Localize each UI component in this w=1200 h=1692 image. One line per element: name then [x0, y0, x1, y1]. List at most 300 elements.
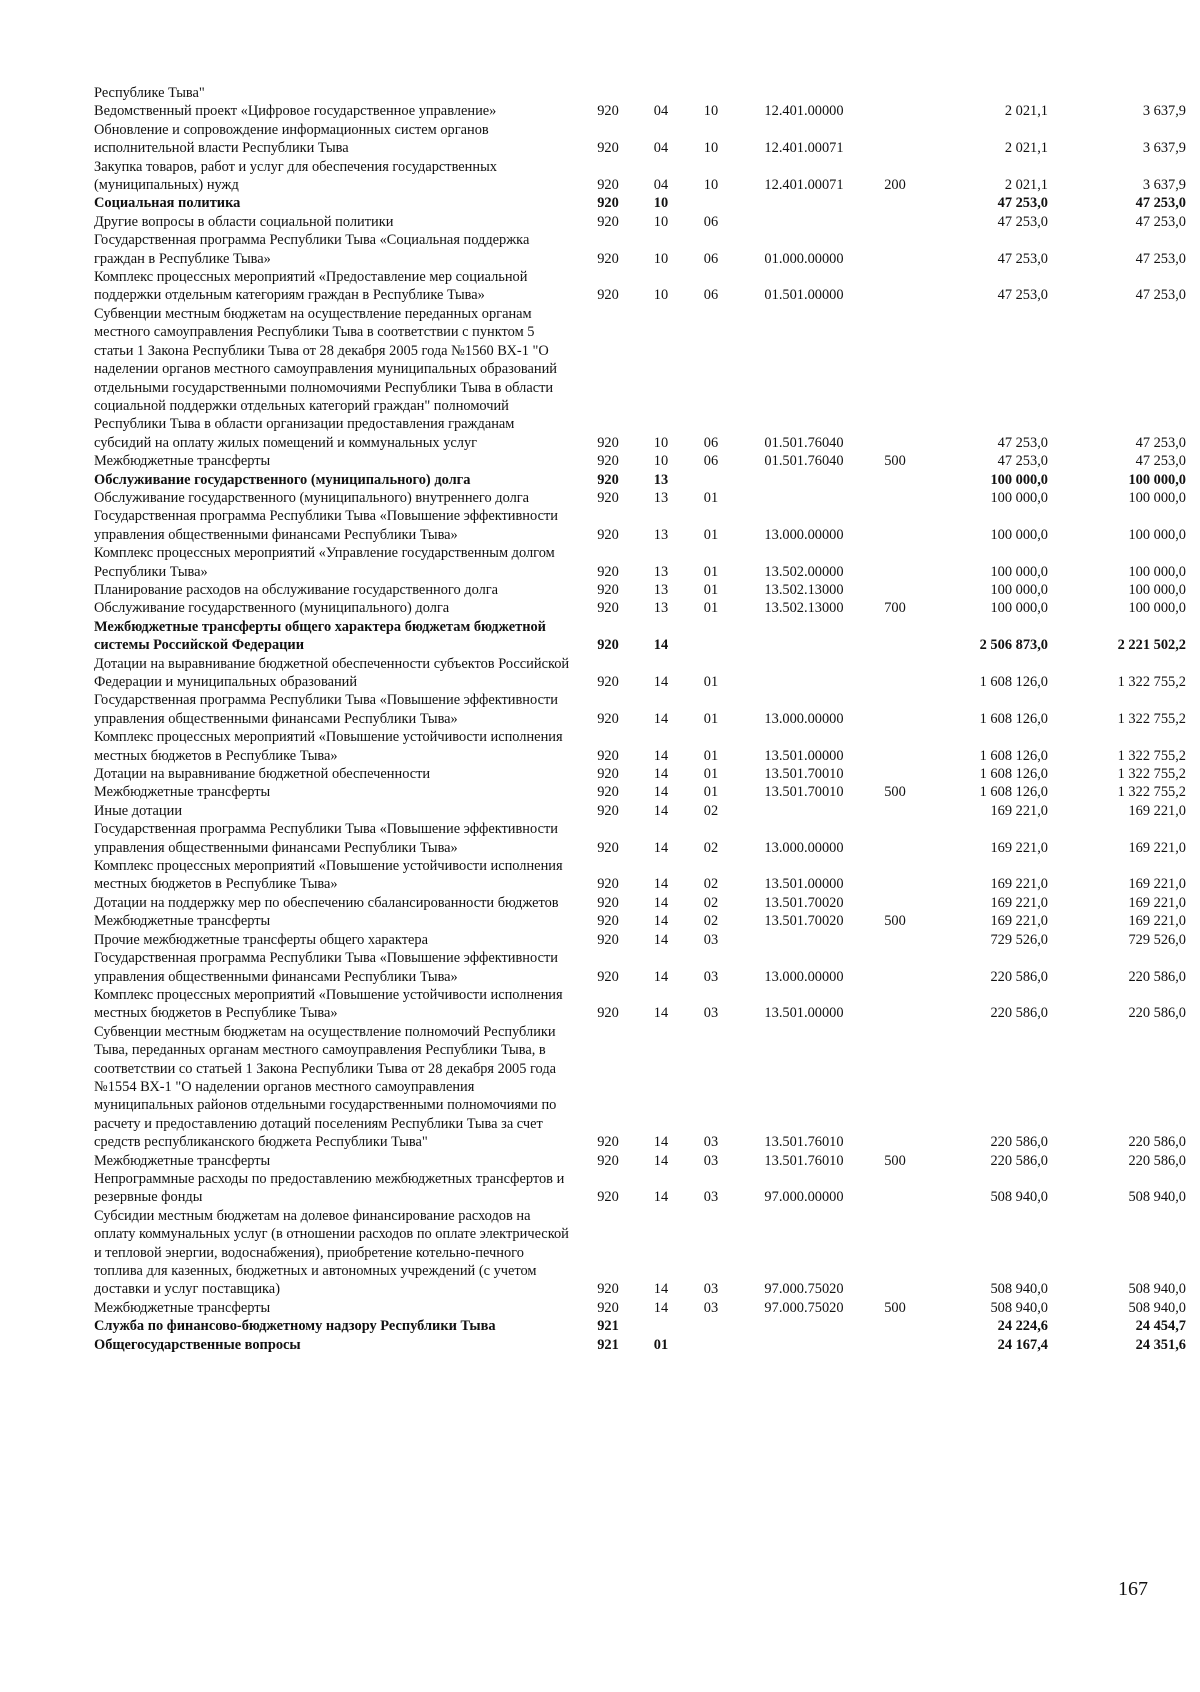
amount-year1-cell: 47 253,0 — [997, 287, 1048, 304]
target-article-cell: 13.501.70020 — [764, 894, 844, 911]
section-code-cell: 14 — [653, 1299, 669, 1316]
amount-year1-cell: 1 608 126,0 — [979, 710, 1048, 727]
table-row — [94, 949, 1194, 986]
amount-year2-cell: 1 322 755,2 — [1117, 784, 1186, 801]
subsection-code-cell — [686, 1336, 736, 1354]
amount-year1-cell: 508 940,0 — [990, 1299, 1048, 1316]
amount-year1-cell: 100 000,0 — [990, 563, 1048, 580]
amount-year1-cell: 1 608 126,0 — [979, 784, 1048, 801]
expense-type-cell: 500 — [884, 453, 906, 470]
section-code-cell: 04 — [653, 140, 669, 157]
subsection-code-cell: 02 — [703, 894, 719, 911]
section-code-cell: 10 — [653, 250, 669, 267]
expense-type-cell — [872, 102, 918, 120]
department-code-cell: 920 — [597, 287, 619, 304]
section-code-cell: 04 — [653, 177, 669, 194]
expense-type-cell — [872, 949, 918, 986]
amount-year1-cell: 47 253,0 — [997, 195, 1048, 212]
subsection-code-cell — [686, 84, 736, 102]
expense-name-cell: Межбюджетные трансферты общего характера бюджетам бюджетной системы Российской Федерации — [94, 618, 546, 654]
amount-year2-cell: 47 253,0 — [1135, 250, 1186, 267]
target-article-cell: 13.502.00000 — [764, 563, 844, 580]
amount-year1-cell: 100 000,0 — [990, 489, 1048, 506]
table-row — [94, 1170, 1194, 1207]
target-article-cell — [736, 802, 872, 820]
target-article-cell: 12.401.00071 — [764, 177, 844, 194]
expense-type-cell — [872, 802, 918, 820]
table-row — [94, 544, 1194, 581]
section-code-cell: 14 — [653, 839, 669, 856]
amount-year2-cell: 169 221,0 — [1128, 913, 1186, 930]
amount-year2-cell: 220 586,0 — [1128, 1134, 1186, 1151]
table-row — [94, 581, 1194, 599]
expense-name-cell: Социальная политика — [94, 195, 241, 212]
table-row — [94, 102, 1194, 120]
amount-year2-cell: 220 586,0 — [1128, 968, 1186, 985]
section-code-cell: 14 — [653, 784, 669, 801]
subsection-code-cell: 01 — [703, 747, 719, 764]
expense-type-cell — [872, 728, 918, 765]
amount-year2-cell: 47 253,0 — [1135, 434, 1186, 451]
section-code-cell: 10 — [653, 195, 669, 212]
target-article-cell: 01.501.00000 — [764, 287, 844, 304]
department-code-cell: 920 — [597, 802, 619, 819]
expense-name-cell: Государственная программа Республики Тыва «Повышение эффективности управления общественными финансами Республики Тыва» — [94, 692, 558, 727]
subsection-code-cell: 02 — [703, 876, 719, 893]
subsection-code-cell: 03 — [703, 931, 719, 948]
department-code-cell: 920 — [597, 913, 619, 930]
department-code-cell: 920 — [597, 784, 619, 801]
expense-type-cell — [872, 1207, 918, 1299]
budget-table-body — [94, 84, 1194, 1354]
expense-name-cell: Обслуживание государственного (муниципального) долга — [94, 600, 450, 617]
subsection-code-cell: 01 — [703, 563, 719, 580]
amount-year2-cell: 100 000,0 — [1128, 563, 1186, 580]
subsection-code-cell: 01 — [703, 784, 719, 801]
subsection-code-cell: 06 — [703, 213, 719, 230]
expense-name-cell: Субсидии местным бюджетам на долевое финансирование расходов на оплату коммунальных услуг (в отношении расходов по оплате электрической и тепловой энергии, водоснабжения), приобретение котельно-печного топлива для казенных, бюджетных и автономных учреждений (с учетом доставки и услуг поставщика) — [94, 1207, 569, 1298]
subsection-code-cell — [686, 618, 736, 655]
target-article-cell — [736, 618, 872, 655]
expense-name-cell: Комплекс процессных мероприятий «Повышение устойчивости исполнения местных бюджетов в Республике Тыва» — [94, 858, 563, 893]
amount-year2-cell — [1056, 84, 1194, 102]
expense-name-cell: Общегосударственные вопросы — [94, 1336, 301, 1353]
department-code-cell: 920 — [597, 710, 619, 727]
target-article-cell: 13.501.70020 — [764, 913, 844, 930]
expense-type-cell — [872, 544, 918, 581]
amount-year1-cell: 508 940,0 — [990, 1189, 1048, 1206]
section-code-cell — [636, 84, 686, 102]
amount-year1-cell: 100 000,0 — [990, 581, 1048, 598]
amount-year1-cell: 100 000,0 — [990, 471, 1048, 488]
target-article-cell — [736, 931, 872, 949]
target-article-cell: 13.000.00000 — [764, 968, 844, 985]
section-code-cell: 10 — [653, 287, 669, 304]
target-article-cell: 13.501.76010 — [764, 1152, 844, 1169]
amount-year1-cell: 47 253,0 — [997, 434, 1048, 451]
amount-year2-cell: 1 322 755,2 — [1117, 766, 1186, 783]
subsection-code-cell: 10 — [703, 103, 719, 120]
department-code-cell: 920 — [597, 563, 619, 580]
subsection-code-cell: 02 — [703, 839, 719, 856]
amount-year1-cell: 24 224,6 — [997, 1318, 1048, 1335]
table-row — [94, 691, 1194, 728]
expense-name-cell: Государственная программа Республики Тыва «Повышение эффективности управления общественными финансами Республики Тыва» — [94, 821, 558, 856]
expense-type-cell — [872, 1336, 918, 1354]
table-row — [94, 618, 1194, 655]
amount-year1-cell: 1 608 126,0 — [979, 674, 1048, 690]
section-code-cell — [636, 1317, 686, 1335]
expense-name-cell: Дотации на выравнивание бюджетной обеспеченности — [94, 766, 431, 783]
expense-type-cell — [872, 655, 918, 692]
department-code-cell: 920 — [597, 453, 619, 470]
table-row — [94, 931, 1194, 949]
expense-type-cell: 500 — [884, 913, 906, 930]
section-code-cell: 14 — [653, 876, 669, 893]
table-row — [94, 655, 1194, 692]
section-code-cell: 10 — [653, 434, 669, 451]
expense-type-cell — [872, 857, 918, 894]
subsection-code-cell: 01 — [703, 526, 719, 543]
section-code-cell: 10 — [653, 453, 669, 470]
table-row — [94, 489, 1194, 507]
amount-year2-cell: 1 322 755,2 — [1117, 710, 1186, 727]
table-row — [94, 231, 1194, 268]
amount-year1-cell: 47 253,0 — [997, 250, 1048, 267]
amount-year1-cell: 169 221,0 — [990, 802, 1048, 819]
table-row — [94, 986, 1194, 1023]
amount-year1-cell: 169 221,0 — [990, 913, 1048, 930]
subsection-code-cell — [686, 471, 736, 489]
amount-year1-cell: 1 608 126,0 — [979, 747, 1048, 764]
department-code-cell: 920 — [597, 250, 619, 267]
section-code-cell: 13 — [653, 581, 669, 598]
target-article-cell: 97.000.75020 — [764, 1299, 844, 1316]
amount-year2-cell: 169 221,0 — [1128, 802, 1186, 819]
expense-name-cell: Межбюджетные трансферты — [94, 1299, 271, 1316]
expense-name-cell: Ведомственный проект «Цифровое государственное управление» — [94, 103, 497, 120]
section-code-cell: 10 — [653, 213, 669, 230]
target-article-cell: 01.501.76040 — [764, 453, 844, 470]
expense-name-cell: Комплекс процессных мероприятий «Предоставление мер социальной поддержки отдельным категориям граждан в Республике Тыва» — [94, 269, 528, 304]
amount-year2-cell: 47 253,0 — [1135, 195, 1186, 212]
table-row — [94, 1023, 1194, 1152]
subsection-code-cell — [686, 1317, 736, 1335]
expense-name-cell: Дотации на выравнивание бюджетной обеспеченности субъектов Российской Федерации и муниципальных образований — [94, 655, 570, 690]
amount-year2-cell: 100 000,0 — [1128, 600, 1186, 617]
amount-year1-cell: 220 586,0 — [990, 1152, 1048, 1169]
department-code-cell: 921 — [597, 1336, 619, 1353]
department-code-cell: 921 — [597, 1318, 619, 1335]
amount-year1-cell: 2 021,1 — [1004, 177, 1048, 194]
target-article-cell: 97.000.00000 — [764, 1189, 844, 1206]
amount-year2-cell: 24 454,7 — [1135, 1318, 1186, 1335]
expense-type-cell — [872, 507, 918, 544]
subsection-code-cell: 01 — [703, 766, 719, 783]
expense-type-cell — [872, 986, 918, 1023]
amount-year1-cell: 47 253,0 — [997, 453, 1048, 470]
target-article-cell — [736, 655, 872, 692]
target-article-cell — [736, 194, 872, 212]
expense-type-cell: 500 — [884, 1152, 906, 1169]
amount-year2-cell: 1 322 755,2 — [1117, 674, 1186, 690]
target-article-cell — [736, 489, 872, 507]
table-row — [94, 783, 1194, 801]
subsection-code-cell: 03 — [703, 1189, 719, 1206]
amount-year2-cell: 220 586,0 — [1128, 1005, 1186, 1022]
expense-name-cell: Государственная программа Республики Тыва «Социальная поддержка граждан в Республике Тыва» — [94, 232, 530, 267]
department-code-cell: 920 — [597, 1152, 619, 1169]
amount-year2-cell: 1 322 755,2 — [1117, 747, 1186, 764]
table-row — [94, 213, 1194, 231]
amount-year2-cell: 47 253,0 — [1135, 213, 1186, 230]
table-row — [94, 1207, 1194, 1299]
expense-type-cell: 500 — [884, 1299, 906, 1316]
target-article-cell — [736, 471, 872, 489]
department-code-cell: 920 — [597, 839, 619, 856]
table-row — [94, 452, 1194, 470]
section-code-cell: 14 — [653, 1005, 669, 1022]
expense-name-cell: Непрограммные расходы по предоставлению межбюджетных трансфертов и резервные фонды — [94, 1170, 565, 1206]
target-article-cell: 97.000.75020 — [764, 1281, 844, 1298]
section-code-cell: 14 — [653, 1281, 669, 1298]
expense-name-cell: Комплекс процессных мероприятий «Повышение устойчивости исполнения местных бюджетов в Республике Тыва» — [94, 729, 563, 764]
section-code-cell: 13 — [653, 489, 669, 506]
amount-year2-cell: 24 351,6 — [1135, 1336, 1186, 1353]
target-article-cell: 13.501.00000 — [764, 1005, 844, 1022]
subsection-code-cell: 10 — [703, 140, 719, 157]
table-row — [94, 158, 1194, 195]
expense-name-cell: Дотации на поддержку мер по обеспечению сбалансированности бюджетов — [94, 894, 559, 911]
expense-type-cell — [872, 931, 918, 949]
expense-name-cell: Государственная программа Республики Тыва «Повышение эффективности управления общественными финансами Республики Тыва» — [94, 508, 558, 543]
department-code-cell: 920 — [597, 471, 619, 488]
subsection-code-cell: 03 — [703, 1005, 719, 1022]
subsection-code-cell: 02 — [703, 913, 719, 930]
expense-name-cell: Комплекс процессных мероприятий «Повышение устойчивости исполнения местных бюджетов в Республике Тыва» — [94, 986, 563, 1022]
target-article-cell: 13.501.00000 — [764, 747, 844, 764]
target-article-cell: 01.000.00000 — [764, 250, 844, 267]
department-code-cell: 920 — [597, 637, 619, 654]
expense-type-cell — [872, 820, 918, 857]
amount-year2-cell: 3 637,9 — [1142, 140, 1186, 157]
expense-type-cell — [872, 691, 918, 728]
amount-year2-cell: 100 000,0 — [1128, 581, 1186, 598]
table-row — [94, 471, 1194, 489]
section-code-cell: 01 — [653, 1336, 669, 1353]
amount-year1-cell: 729 526,0 — [990, 931, 1048, 948]
expense-type-cell — [872, 305, 918, 452]
expense-name-cell: Обслуживание государственного (муниципального) долга — [94, 471, 471, 488]
table-row — [94, 121, 1194, 158]
subsection-code-cell: 06 — [703, 453, 719, 470]
table-row — [94, 305, 1194, 452]
expense-type-cell — [872, 1023, 918, 1152]
subsection-code-cell: 01 — [703, 581, 719, 598]
expense-type-cell — [872, 489, 918, 507]
table-row — [94, 1152, 1194, 1170]
department-code-cell: 920 — [597, 766, 619, 783]
expense-type-cell — [872, 581, 918, 599]
section-code-cell: 13 — [653, 563, 669, 580]
target-article-cell — [736, 1317, 872, 1335]
amount-year1-cell: 220 586,0 — [990, 968, 1048, 985]
expense-type-cell — [872, 1170, 918, 1207]
expense-type-cell — [872, 268, 918, 305]
section-code-cell: 04 — [653, 103, 669, 120]
table-row — [94, 765, 1194, 783]
amount-year2-cell: 2 221 502,2 — [1117, 637, 1186, 654]
target-article-cell: 13.501.70010 — [764, 766, 844, 783]
subsection-code-cell: 03 — [703, 1299, 719, 1316]
expense-name-cell: Межбюджетные трансферты — [94, 453, 271, 470]
expense-type-cell — [872, 1317, 918, 1335]
expense-type-cell: 200 — [884, 177, 906, 194]
amount-year2-cell: 508 940,0 — [1128, 1299, 1186, 1316]
target-article-cell: 13.000.00000 — [764, 839, 844, 856]
subsection-code-cell: 06 — [703, 287, 719, 304]
section-code-cell: 14 — [653, 1189, 669, 1206]
table-row — [94, 912, 1194, 930]
expense-name-cell: Комплекс процессных мероприятий «Управление государственным долгом Республики Тыва» — [94, 545, 555, 580]
amount-year1-cell: 47 253,0 — [997, 213, 1048, 230]
subsection-code-cell: 02 — [703, 802, 719, 819]
budget-table — [94, 84, 1194, 1354]
target-article-cell: 01.501.76040 — [764, 434, 844, 451]
department-code-cell: 920 — [597, 1299, 619, 1316]
target-article-cell: 13.502.13000 — [764, 581, 844, 598]
section-code-cell: 14 — [653, 637, 669, 654]
department-code-cell: 920 — [597, 213, 619, 230]
amount-year2-cell: 220 586,0 — [1128, 1152, 1186, 1169]
subsection-code-cell: 01 — [703, 600, 719, 617]
subsection-code-cell: 10 — [703, 177, 719, 194]
section-code-cell: 14 — [653, 1152, 669, 1169]
subsection-code-cell: 03 — [703, 1152, 719, 1169]
department-code-cell: 920 — [597, 1005, 619, 1022]
department-code-cell: 920 — [597, 195, 619, 212]
table-row — [94, 857, 1194, 894]
expense-type-cell: 700 — [884, 600, 906, 617]
expense-name-cell: Республике Тыва" — [94, 85, 205, 101]
section-code-cell: 13 — [653, 600, 669, 617]
amount-year2-cell: 3 637,9 — [1142, 103, 1186, 120]
department-code-cell: 920 — [597, 489, 619, 506]
expense-type-cell — [872, 84, 918, 102]
expense-type-cell — [872, 231, 918, 268]
table-row — [94, 84, 1194, 102]
table-row — [94, 507, 1194, 544]
amount-year2-cell: 100 000,0 — [1128, 489, 1186, 506]
table-row — [94, 194, 1194, 212]
expense-name-cell: Закупка товаров, работ и услуг для обеспечения государственных (муниципальных) нужд — [94, 158, 497, 194]
expense-name-cell: Межбюджетные трансферты — [94, 784, 271, 801]
amount-year2-cell: 169 221,0 — [1128, 894, 1186, 911]
target-article-cell — [736, 213, 872, 231]
amount-year2-cell: 47 253,0 — [1135, 287, 1186, 304]
amount-year1-cell: 24 167,4 — [997, 1336, 1048, 1353]
amount-year1-cell: 2 021,1 — [1004, 103, 1048, 120]
amount-year1-cell — [918, 84, 1056, 102]
expense-name-cell: Прочие межбюджетные трансферты общего характера — [94, 931, 428, 948]
subsection-code-cell: 01 — [703, 674, 719, 690]
target-article-cell: 12.401.00071 — [764, 140, 844, 157]
expense-name-cell: Другие вопросы в области социальной политики — [94, 213, 394, 230]
subsection-code-cell: 06 — [703, 250, 719, 267]
amount-year1-cell: 220 586,0 — [990, 1005, 1048, 1022]
target-article-cell: 13.501.00000 — [764, 876, 844, 893]
expense-type-cell — [872, 618, 918, 655]
expense-name-cell: Межбюджетные трансферты — [94, 913, 271, 930]
section-code-cell: 13 — [653, 526, 669, 543]
target-article-cell: 13.501.70010 — [764, 784, 844, 801]
section-code-cell: 14 — [653, 894, 669, 911]
expense-name-cell: Государственная программа Республики Тыва «Повышение эффективности управления общественными финансами Республики Тыва» — [94, 950, 558, 985]
amount-year1-cell: 169 221,0 — [990, 839, 1048, 856]
amount-year2-cell: 100 000,0 — [1128, 526, 1186, 543]
amount-year1-cell: 100 000,0 — [990, 600, 1048, 617]
amount-year2-cell: 100 000,0 — [1128, 471, 1186, 488]
target-article-cell: 13.502.13000 — [764, 600, 844, 617]
amount-year1-cell: 169 221,0 — [990, 894, 1048, 911]
department-code-cell: 920 — [597, 894, 619, 911]
section-code-cell: 14 — [653, 766, 669, 783]
expense-name-cell: Обслуживание государственного (муниципального) внутреннего долга — [94, 489, 530, 506]
department-code-cell: 920 — [597, 434, 619, 451]
department-code-cell: 920 — [597, 1189, 619, 1206]
amount-year1-cell: 1 608 126,0 — [979, 766, 1048, 783]
subsection-code-cell: 06 — [703, 434, 719, 451]
department-code-cell — [580, 84, 636, 102]
section-code-cell: 14 — [653, 710, 669, 727]
expense-name-cell: Субвенции местным бюджетам на осуществление переданных органам местного самоуправления Республики Тыва в соответствии с пунктом 5 статьи 1 Закона Республики Тыва от 28 декабря 2005 года №1560 ВХ-1 "О наделении органов местного самоуправления муниципальных образований отдельными государственными полномочиями Республики Тыва в области социальной поддержки отдельных категорий граждан" полномочий Республики Тыва в области организации предоставления гражданам субсидий на оплату жилых помещений и коммунальных услуг — [94, 305, 557, 451]
amount-year1-cell: 169 221,0 — [990, 876, 1048, 893]
expense-name-cell: Субвенции местным бюджетам на осуществление полномочий Республики Тыва, переданных органам местного самоуправления Республики Тыва, в соответствии со статьей 1 Закона Республики Тыва от 28 декабря 2005 года №1554 ВХ-1 "О наделении органов местного самоуправления муниципальных районов отдельными государственными полномочиями по расчету и предоставлению дотаций поселениям Республики Тыва за счет средств республиканского бюджета Республики Тыва" — [94, 1023, 557, 1151]
expense-name-cell: Межбюджетные трансферты — [94, 1152, 271, 1169]
amount-year2-cell: 508 940,0 — [1128, 1189, 1186, 1206]
subsection-code-cell: 03 — [703, 1134, 719, 1151]
subsection-code-cell: 03 — [703, 1281, 719, 1298]
section-code-cell: 14 — [653, 802, 669, 819]
amount-year2-cell: 47 253,0 — [1135, 453, 1186, 470]
table-row — [94, 268, 1194, 305]
subsection-code-cell: 03 — [703, 968, 719, 985]
section-code-cell: 13 — [653, 471, 669, 488]
subsection-code-cell — [686, 194, 736, 212]
expense-type-cell — [872, 471, 918, 489]
target-article-cell — [736, 1336, 872, 1354]
department-code-cell: 920 — [597, 968, 619, 985]
expense-name-cell: Планирование расходов на обслуживание государственного долга — [94, 581, 499, 598]
expense-type-cell — [872, 121, 918, 158]
amount-year2-cell: 3 637,9 — [1142, 177, 1186, 194]
expense-name-cell: Обновление и сопровождение информационных систем органов исполнительной власти Республики Тыва — [94, 121, 489, 157]
amount-year2-cell: 508 940,0 — [1128, 1281, 1186, 1298]
expense-type-cell — [872, 213, 918, 231]
section-code-cell: 14 — [653, 1134, 669, 1151]
target-article-cell: 13.501.76010 — [764, 1134, 844, 1151]
department-code-cell: 920 — [597, 876, 619, 893]
table-row — [94, 599, 1194, 617]
target-article-cell: 13.000.00000 — [764, 526, 844, 543]
table-row — [94, 802, 1194, 820]
table-row — [94, 1299, 1194, 1317]
department-code-cell: 920 — [597, 140, 619, 157]
section-code-cell: 14 — [653, 913, 669, 930]
target-article-cell — [736, 84, 872, 102]
department-code-cell: 920 — [597, 526, 619, 543]
department-code-cell: 920 — [597, 1134, 619, 1151]
